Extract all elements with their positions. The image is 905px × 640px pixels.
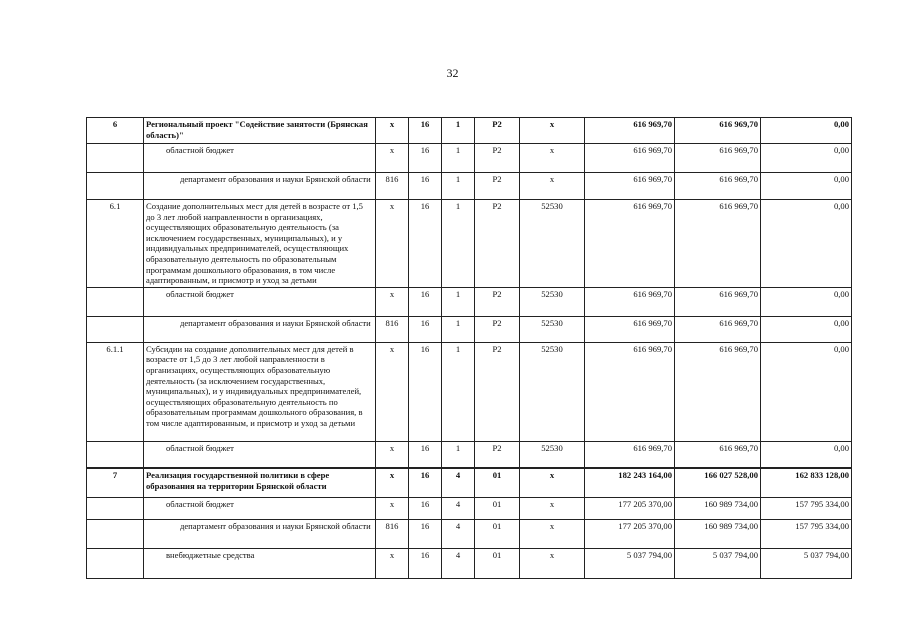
- row-value-year2: 616 969,70: [675, 342, 761, 441]
- row-section: 16: [409, 118, 442, 144]
- row-target-code: 52530: [520, 316, 585, 342]
- row-target-code: 52530: [520, 200, 585, 288]
- row-number: 7: [87, 468, 144, 497]
- table-row: [87, 342, 852, 441]
- row-name: областной бюджет: [144, 287, 376, 316]
- row-value-year3: 162 833 128,00: [761, 468, 852, 497]
- row-subsection: 4: [442, 519, 475, 548]
- row-code: 816: [376, 173, 409, 200]
- row-section: 16: [409, 342, 442, 441]
- row-program: P2: [475, 173, 520, 200]
- row-name: Субсидии на создание дополнительных мест для детей в возрасте от 1,5 до 3 лет любой направленности в организациях, осуществляющих образовательную деятельность (за исключением государственных, муниципальных), и у индивидуальных предпринимателей, осуществляющих образовательную деятельность по образовательным программам дошкольного образования, в том числе адаптированным, и присмотр и уход за детьми: [144, 342, 376, 441]
- row-value-year3: 0,00: [761, 200, 852, 288]
- row-target-code: x: [520, 497, 585, 519]
- row-program: 01: [475, 497, 520, 519]
- row-name: Региональный проект "Содействие занятости (Брянская область)": [144, 118, 376, 144]
- row-value-year2: 616 969,70: [675, 118, 761, 144]
- row-value-year2: 616 969,70: [675, 316, 761, 342]
- row-target-code: x: [520, 118, 585, 144]
- table-row: [87, 173, 852, 200]
- row-code: x: [376, 468, 409, 497]
- table-row: [87, 441, 852, 468]
- row-section: 16: [409, 200, 442, 288]
- row-code: x: [376, 200, 409, 288]
- row-program: P2: [475, 200, 520, 288]
- row-section: 16: [409, 287, 442, 316]
- row-section: 16: [409, 519, 442, 548]
- table-row: [87, 118, 852, 144]
- row-subsection: 1: [442, 316, 475, 342]
- row-subsection: 4: [442, 497, 475, 519]
- row-number: [87, 441, 144, 468]
- row-value-year1: 616 969,70: [585, 441, 675, 468]
- row-section: 16: [409, 441, 442, 468]
- row-name: областной бюджет: [144, 441, 376, 468]
- row-section: 16: [409, 316, 442, 342]
- table-row: [87, 316, 852, 342]
- row-value-year2: 616 969,70: [675, 144, 761, 173]
- row-program: P2: [475, 342, 520, 441]
- row-value-year3: 0,00: [761, 144, 852, 173]
- row-name: областной бюджет: [144, 497, 376, 519]
- row-value-year1: 616 969,70: [585, 200, 675, 288]
- row-value-year3: 0,00: [761, 441, 852, 468]
- row-target-code: x: [520, 519, 585, 548]
- row-subsection: 4: [442, 468, 475, 497]
- row-target-code: x: [520, 468, 585, 497]
- row-number: [87, 287, 144, 316]
- row-value-year3: 5 037 794,00: [761, 548, 852, 578]
- row-section: 16: [409, 173, 442, 200]
- row-subsection: 1: [442, 118, 475, 144]
- row-value-year1: 616 969,70: [585, 316, 675, 342]
- row-code: x: [376, 342, 409, 441]
- row-program: 01: [475, 519, 520, 548]
- row-code: x: [376, 144, 409, 173]
- row-code: 816: [376, 519, 409, 548]
- row-value-year1: 616 969,70: [585, 118, 675, 144]
- row-section: 16: [409, 548, 442, 578]
- row-value-year3: 157 795 334,00: [761, 519, 852, 548]
- row-target-code: 52530: [520, 287, 585, 316]
- row-number: [87, 548, 144, 578]
- row-section: 16: [409, 144, 442, 173]
- row-value-year1: 616 969,70: [585, 287, 675, 316]
- row-value-year1: 177 205 370,00: [585, 519, 675, 548]
- row-program: P2: [475, 316, 520, 342]
- row-code: x: [376, 441, 409, 468]
- row-value-year2: 160 989 734,00: [675, 497, 761, 519]
- row-number: [87, 497, 144, 519]
- row-value-year1: 616 969,70: [585, 173, 675, 200]
- row-value-year3: 0,00: [761, 118, 852, 144]
- row-name: внебюджетные средства: [144, 548, 376, 578]
- row-number: [87, 144, 144, 173]
- row-value-year1: 182 243 164,00: [585, 468, 675, 497]
- row-code: 816: [376, 316, 409, 342]
- row-name: областной бюджет: [144, 144, 376, 173]
- row-name: департамент образования и науки Брянской области: [144, 316, 376, 342]
- row-subsection: 1: [442, 173, 475, 200]
- row-value-year2: 616 969,70: [675, 200, 761, 288]
- row-value-year3: 0,00: [761, 316, 852, 342]
- table-row: [87, 144, 852, 173]
- row-subsection: 1: [442, 441, 475, 468]
- row-number: [87, 173, 144, 200]
- row-value-year3: 0,00: [761, 342, 852, 441]
- row-number: 6: [87, 118, 144, 144]
- row-value-year3: 0,00: [761, 173, 852, 200]
- row-value-year3: 0,00: [761, 287, 852, 316]
- row-code: x: [376, 548, 409, 578]
- row-value-year2: 166 027 528,00: [675, 468, 761, 497]
- row-subsection: 1: [442, 200, 475, 288]
- row-target-code: 52530: [520, 342, 585, 441]
- row-value-year3: 157 795 334,00: [761, 497, 852, 519]
- row-value-year2: 616 969,70: [675, 441, 761, 468]
- row-value-year2: 5 037 794,00: [675, 548, 761, 578]
- row-section: 16: [409, 468, 442, 497]
- row-subsection: 1: [442, 287, 475, 316]
- row-subsection: 1: [442, 144, 475, 173]
- row-value-year1: 616 969,70: [585, 342, 675, 441]
- table-row: [87, 468, 852, 497]
- row-value-year2: 616 969,70: [675, 173, 761, 200]
- row-program: P2: [475, 287, 520, 316]
- row-code: x: [376, 287, 409, 316]
- row-name: департамент образования и науки Брянской области: [144, 519, 376, 548]
- row-value-year2: 616 969,70: [675, 287, 761, 316]
- row-target-code: 52530: [520, 441, 585, 468]
- row-value-year1: 177 205 370,00: [585, 497, 675, 519]
- row-program: P2: [475, 144, 520, 173]
- table-row: [87, 200, 852, 288]
- row-name: Реализация государственной политики в сфере образования на территории Брянской области: [144, 468, 376, 497]
- row-name: департамент образования и науки Брянской области: [144, 173, 376, 200]
- row-program: 01: [475, 468, 520, 497]
- row-subsection: 1: [442, 342, 475, 441]
- table-row: [87, 548, 852, 578]
- row-value-year2: 160 989 734,00: [675, 519, 761, 548]
- table-row: [87, 497, 852, 519]
- row-section: 16: [409, 497, 442, 519]
- table-row: [87, 287, 852, 316]
- row-value-year1: 5 037 794,00: [585, 548, 675, 578]
- row-name: Создание дополнительных мест для детей в возрасте от 1,5 до 3 лет любой направленности в организациях, осуществляющих образовательную деятельность (за исключением государственных, муниципальных), и у индивидуальных предпринимателей, осуществляющих образовательную деятельность по образовательным программам дошкольного образования, в том числе адаптированным, и присмотр и уход за детьми: [144, 200, 376, 288]
- row-number: [87, 519, 144, 548]
- row-number: [87, 316, 144, 342]
- row-program: P2: [475, 118, 520, 144]
- row-code: x: [376, 497, 409, 519]
- row-target-code: x: [520, 173, 585, 200]
- row-value-year1: 616 969,70: [585, 144, 675, 173]
- row-program: 01: [475, 548, 520, 578]
- table-row: [87, 519, 852, 548]
- row-subsection: 4: [442, 548, 475, 578]
- budget-table: [86, 117, 852, 579]
- row-code: x: [376, 118, 409, 144]
- row-program: P2: [475, 441, 520, 468]
- row-target-code: x: [520, 144, 585, 173]
- row-number: 6.1.1: [87, 342, 144, 441]
- page-number: 32: [446, 66, 459, 80]
- row-number: 6.1: [87, 200, 144, 288]
- row-target-code: x: [520, 548, 585, 578]
